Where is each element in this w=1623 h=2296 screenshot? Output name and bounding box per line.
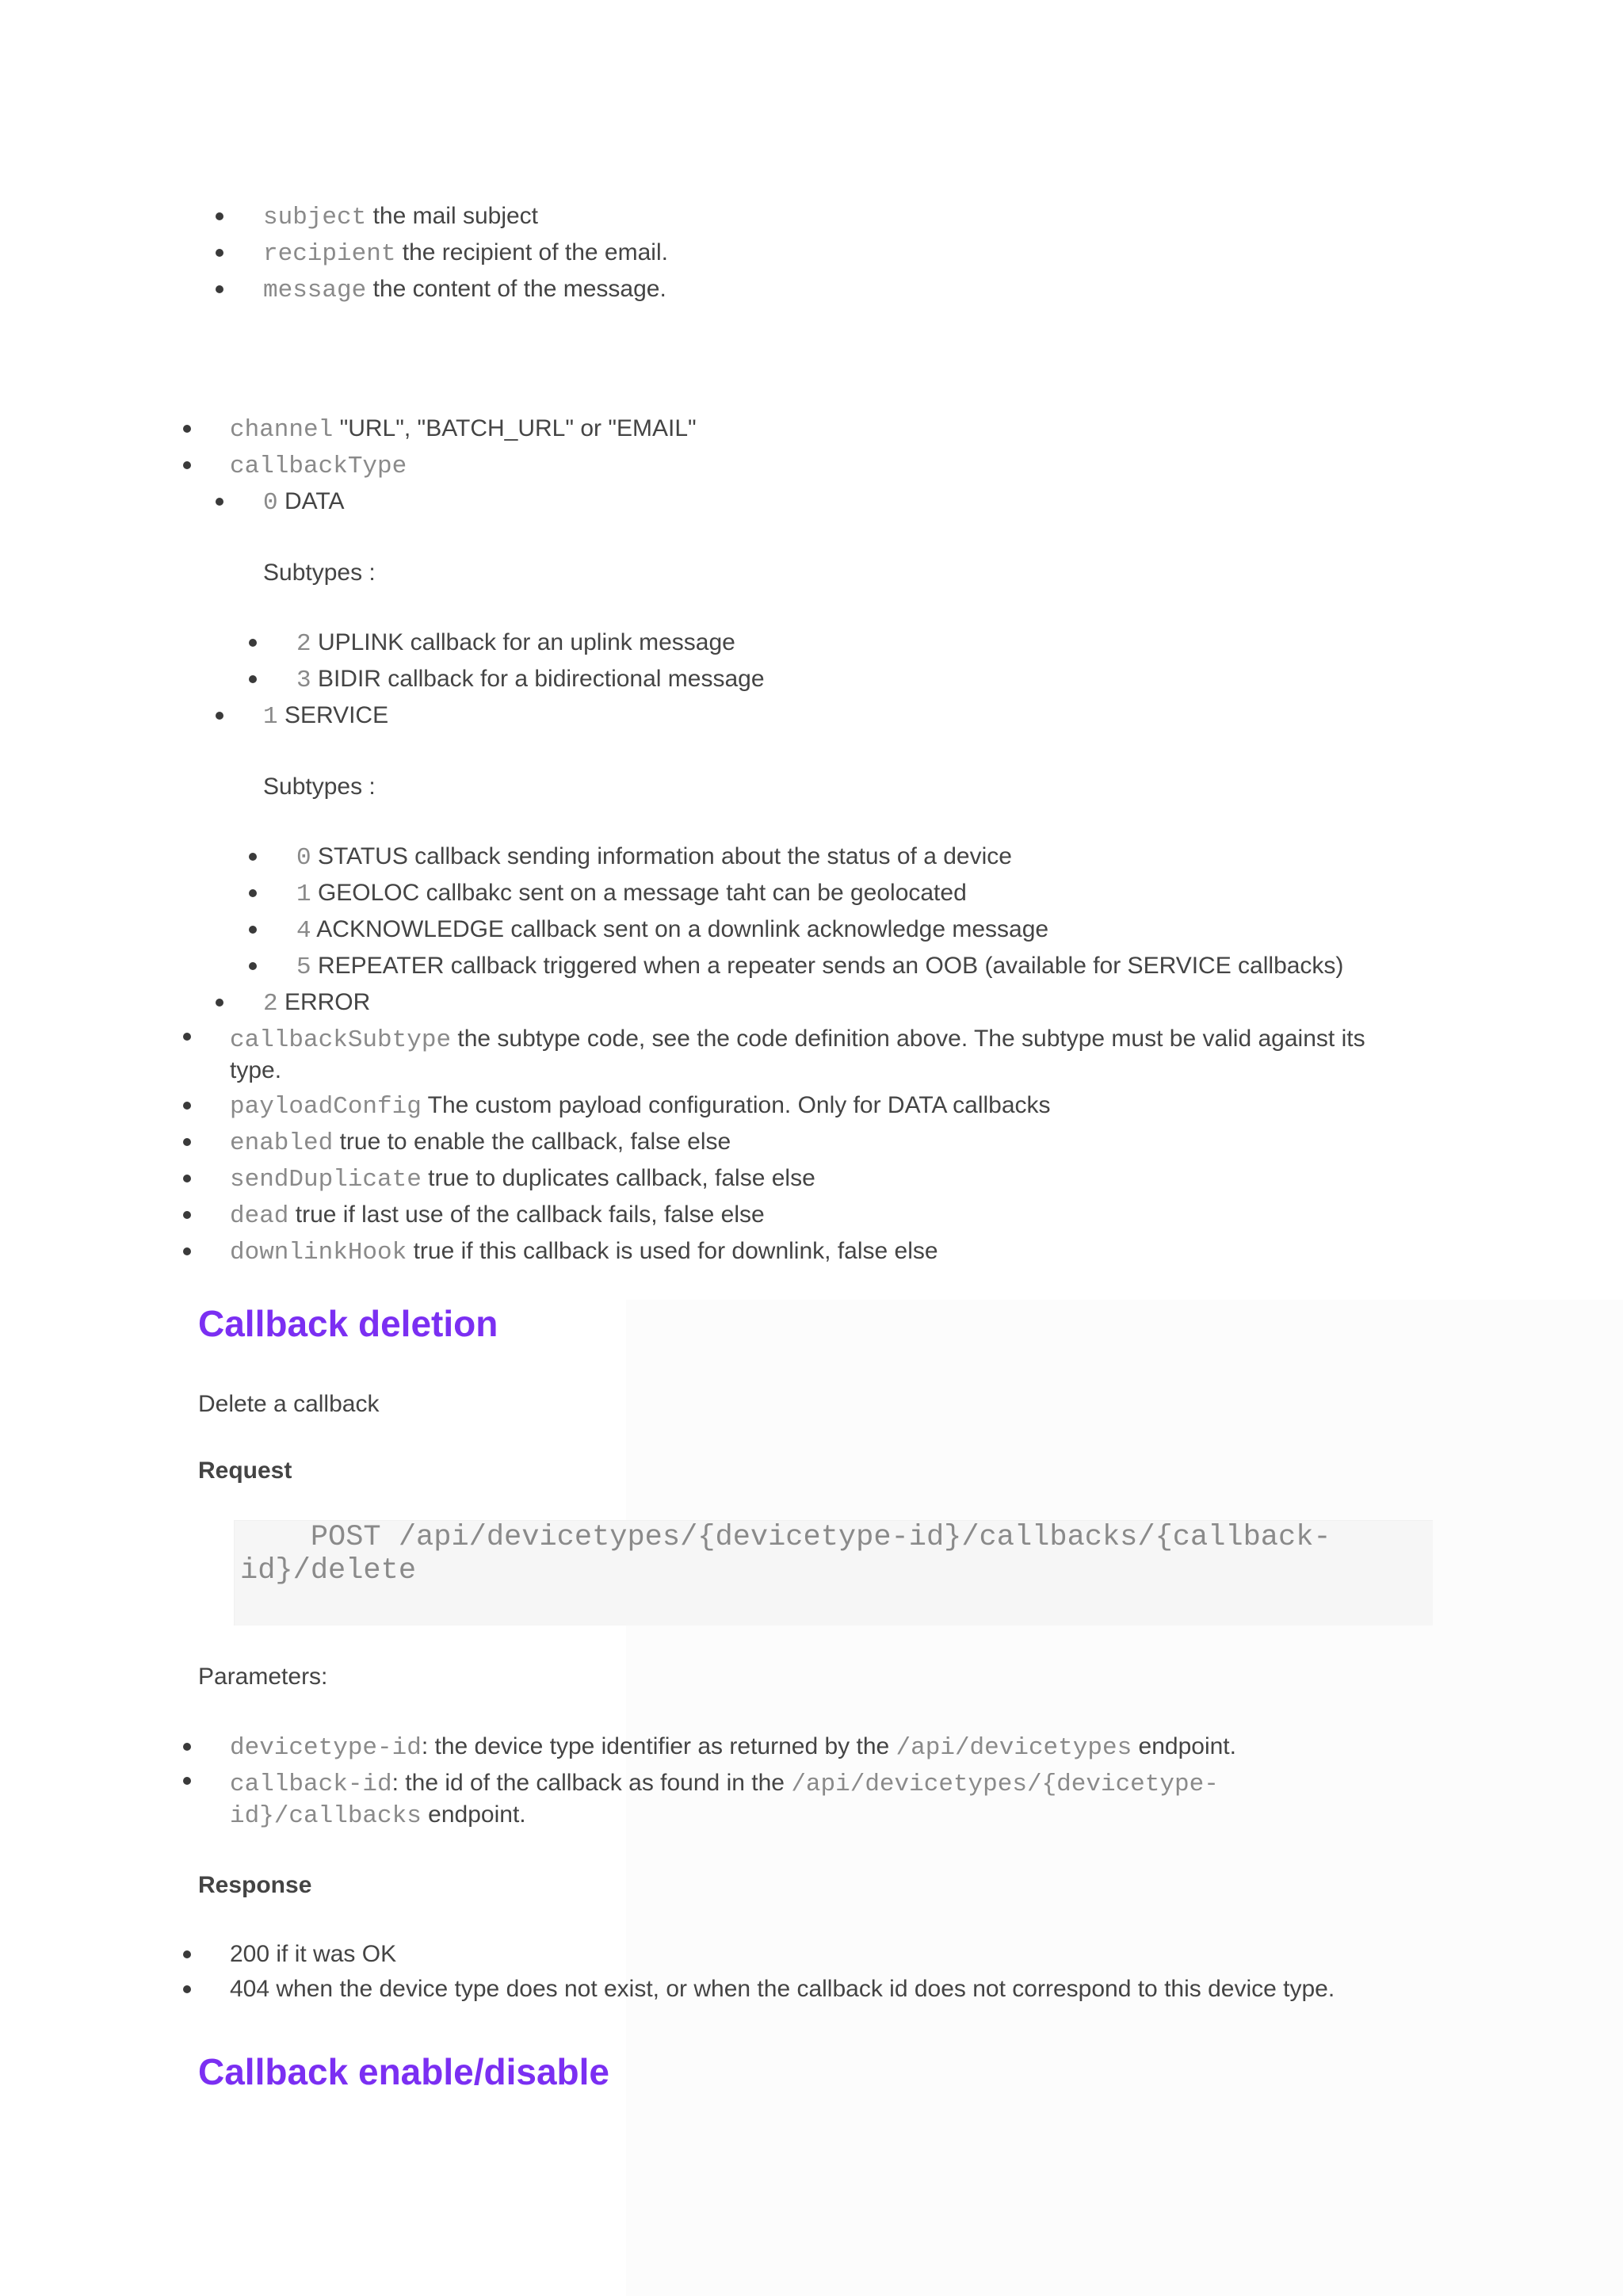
service-subtypes-list bbox=[0, 839, 1623, 985]
field-code: callbackSubtype bbox=[230, 1026, 452, 1054]
list-item-param bbox=[0, 1729, 1623, 1766]
bullet-icon bbox=[183, 1743, 191, 1751]
bullet-icon bbox=[216, 712, 223, 720]
list-item-response bbox=[0, 1972, 1623, 2007]
request-label: Request bbox=[198, 1457, 292, 1484]
field-code: dead bbox=[230, 1202, 289, 1230]
bullet-icon bbox=[183, 461, 191, 469]
field-text: The custom payload configuration. Only for DATA callbacks bbox=[421, 1092, 1051, 1118]
type-code: 0 bbox=[263, 489, 278, 517]
bullet-icon bbox=[183, 1102, 191, 1110]
list-item bbox=[0, 625, 1623, 662]
type-code: 1 bbox=[263, 703, 278, 731]
list-item-type-service bbox=[0, 698, 1623, 735]
subtypes-label: Subtypes : bbox=[263, 560, 376, 586]
types-list bbox=[0, 698, 1623, 735]
bullet-icon bbox=[249, 926, 257, 934]
param-code: callback-id bbox=[230, 1771, 392, 1798]
bullet-icon bbox=[183, 1247, 191, 1255]
list-item bbox=[0, 235, 668, 272]
bullet-icon bbox=[216, 212, 223, 220]
bullet-icon bbox=[183, 1175, 191, 1182]
endpoint-code-continued: id}/callbacks bbox=[230, 1802, 422, 1830]
list-item-param bbox=[0, 1766, 1623, 1832]
type-code: 2 bbox=[263, 990, 278, 1018]
section-heading-deletion: Callback deletion bbox=[198, 1303, 498, 1344]
field-text: true if last use of the callback fails, false else bbox=[288, 1201, 765, 1228]
list-item-type-data bbox=[0, 484, 1623, 521]
list-item bbox=[0, 1198, 1623, 1234]
list-item bbox=[0, 662, 1623, 698]
field-text: true to duplicates callback, false else bbox=[421, 1165, 815, 1191]
subtype-text: BIDIR callback for a bidirectional message bbox=[311, 666, 765, 692]
field-text: the content of the message. bbox=[366, 276, 666, 302]
request-code-line: POST /api/devicetypes/{devicetype-id}/callbacks/{callback- bbox=[240, 1521, 1331, 1554]
param-text-end: endpoint. bbox=[421, 1801, 526, 1828]
bullet-icon bbox=[183, 1777, 191, 1785]
subtype-code: 3 bbox=[296, 667, 311, 694]
field-code: subject bbox=[263, 204, 367, 231]
bullet-icon bbox=[216, 249, 223, 257]
bullet-icon bbox=[216, 285, 223, 293]
bullet-icon bbox=[216, 498, 223, 506]
bullet-icon bbox=[183, 1211, 191, 1219]
subtype-text: UPLINK callback for an uplink message bbox=[311, 629, 735, 655]
parameters-label: Parameters: bbox=[198, 1664, 328, 1690]
field-code: sendDuplicate bbox=[230, 1166, 422, 1194]
subtype-code: 1 bbox=[296, 881, 311, 908]
type-text: SERVICE bbox=[277, 702, 389, 728]
types-list bbox=[0, 985, 1623, 1022]
list-item bbox=[0, 839, 1623, 876]
fields-list bbox=[0, 1022, 1623, 1270]
bullet-icon bbox=[249, 639, 257, 647]
field-text: "URL", "BATCH_URL" or "EMAIL" bbox=[333, 415, 697, 441]
callback-fields bbox=[0, 411, 1623, 1270]
list-item bbox=[0, 272, 668, 308]
bullet-icon bbox=[183, 1950, 191, 1958]
data-subtypes-list bbox=[0, 625, 1623, 698]
bullet-icon bbox=[183, 425, 191, 433]
type-text: ERROR bbox=[277, 989, 371, 1015]
list-item-channel bbox=[0, 411, 1623, 448]
subtype-text: ACKNOWLEDGE callback sent on a downlink acknowledge message bbox=[311, 916, 1049, 942]
subtype-text: GEOLOC callbakc sent on a message taht can be geolocated bbox=[311, 880, 967, 906]
bullet-icon bbox=[249, 889, 257, 897]
response-label: Response bbox=[198, 1872, 312, 1898]
subtype-code: 0 bbox=[296, 844, 311, 872]
list-item-callback-type bbox=[0, 448, 1623, 484]
param-text-end: endpoint. bbox=[1132, 1733, 1236, 1759]
field-text: the mail subject bbox=[366, 203, 539, 229]
list-item bbox=[0, 912, 1623, 949]
subtype-text: REPEATER callback triggered when a repeater sends an OOB (available for SERVICE callbacks) bbox=[311, 953, 1344, 979]
field-code: recipient bbox=[263, 240, 396, 268]
list-item bbox=[0, 1125, 1623, 1161]
param-text: : the device type identifier as returned by the bbox=[421, 1733, 896, 1759]
section-heading-enable-disable: Callback enable/disable bbox=[198, 2051, 610, 2092]
list-item bbox=[0, 1161, 1623, 1198]
field-code: enabled bbox=[230, 1129, 334, 1157]
endpoint-code: /api/devicetypes bbox=[896, 1734, 1132, 1762]
bullet-icon bbox=[216, 999, 223, 1007]
param-text: : the id of the callback as found in the bbox=[391, 1770, 792, 1796]
list-item bbox=[0, 949, 1623, 985]
fields-list bbox=[0, 411, 1623, 484]
subtype-code: 5 bbox=[296, 953, 311, 981]
bullet-icon bbox=[249, 675, 257, 683]
request-code-block bbox=[234, 1520, 1433, 1626]
list-item-callback-subtype bbox=[0, 1022, 1623, 1088]
field-code: message bbox=[263, 277, 367, 304]
list-item bbox=[0, 876, 1623, 912]
request-code-line: id}/delete bbox=[240, 1554, 417, 1587]
field-code: channel bbox=[230, 416, 334, 444]
field-text: true to enable the callback, false else bbox=[333, 1129, 731, 1155]
deletion-description: Delete a callback bbox=[198, 1391, 380, 1417]
types-list bbox=[0, 484, 1623, 521]
field-text: true if this callback is used for downlink, false else bbox=[407, 1238, 938, 1264]
list-item-response bbox=[0, 1937, 1623, 1972]
list-item bbox=[0, 199, 668, 235]
subtype-code: 2 bbox=[296, 630, 311, 658]
endpoint-code: /api/devicetypes/{devicetype- bbox=[791, 1771, 1219, 1798]
type-text: DATA bbox=[277, 488, 345, 514]
parameters-list bbox=[0, 1729, 1623, 1832]
field-code: callbackType bbox=[230, 453, 407, 480]
field-code: downlinkHook bbox=[230, 1239, 407, 1266]
subtype-code: 4 bbox=[296, 917, 311, 945]
param-code: devicetype-id bbox=[230, 1734, 422, 1762]
subtype-text: STATUS callback sending information about the status of a device bbox=[311, 843, 1012, 869]
field-text: the subtype code, see the code definition above. The subtype must be valid against its bbox=[451, 1026, 1365, 1052]
bullet-icon bbox=[249, 962, 257, 970]
field-text: the recipient of the email. bbox=[395, 239, 668, 266]
list-item bbox=[0, 1234, 1623, 1270]
response-text: 200 if it was OK bbox=[230, 1941, 397, 1967]
bullet-icon bbox=[249, 853, 257, 861]
list-item-type-error bbox=[0, 985, 1623, 1022]
mail-fields-list bbox=[0, 199, 668, 308]
list-item bbox=[0, 1088, 1623, 1125]
responses-list bbox=[0, 1937, 1623, 2007]
response-text: 404 when the device type does not exist, or when the callback id does not correspond to this device type. bbox=[230, 1976, 1335, 2002]
bullet-icon bbox=[183, 1033, 191, 1041]
subtypes-label: Subtypes : bbox=[263, 774, 376, 800]
bullet-icon bbox=[183, 1138, 191, 1146]
field-text-continued: type. bbox=[230, 1057, 282, 1083]
field-code: payloadConfig bbox=[230, 1093, 422, 1121]
bullet-icon bbox=[183, 1985, 191, 1993]
